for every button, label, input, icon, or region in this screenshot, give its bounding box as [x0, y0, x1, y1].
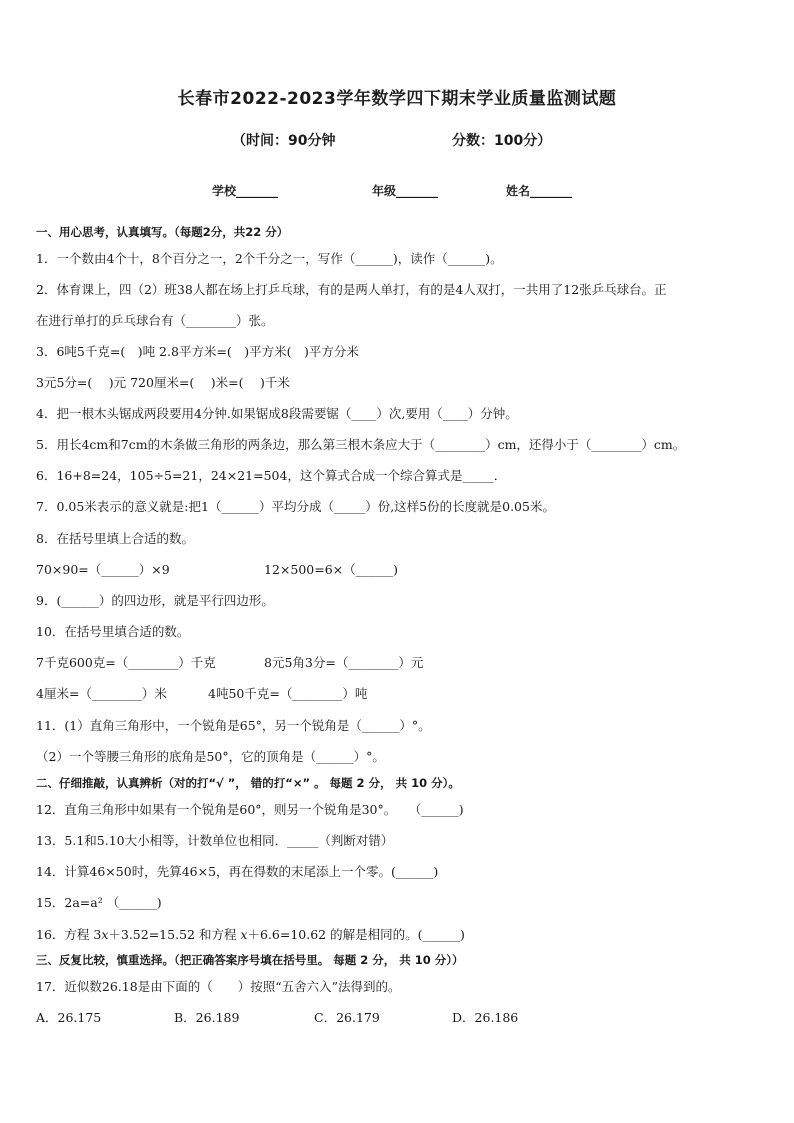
question-8: 8．在括号里填上合适的数。: [36, 531, 194, 546]
question-3-line-2: 3元5分=( )元 720厘米=( )米=( )千米: [36, 375, 290, 390]
question-10-item-b: 8元5角3分=（________）元: [264, 655, 424, 670]
question-8-item-a: 70×90=（______）×9: [36, 562, 170, 577]
question-10-item-a: 7千克600克=（________）千克: [36, 655, 216, 670]
question-9: 9．(______）的四边形，就是平行四边形。: [36, 593, 274, 608]
question-16: 16．方程 3𝑥＋3.52=15.52 和方程 𝑥＋6.6=10.62 的解是相同的。(______): [36, 927, 465, 942]
grade-field: 年级_______: [372, 184, 439, 198]
question-11-part-1: 11．(1）直角三角形中，一个锐角是65°，另一个锐角是（______）°。: [36, 718, 431, 733]
question-14: 14．计算46×50时，先算46×5，再在得数的末尾添上一个零。(______): [36, 864, 439, 879]
name-field: 姓名_______: [506, 184, 573, 198]
option-b: B．26.189: [174, 1010, 240, 1025]
section-1-heading: 一、用心思考，认真填写。（每题2分，共22 分）: [36, 225, 289, 239]
question-15: 15．2a=a² （______): [36, 895, 162, 910]
school-field: 学校_______: [212, 184, 279, 198]
question-7: 7．0.05米表示的意义就是:把1（______）平均分成（_____）份,这样5份的长度就是0.05米。: [36, 499, 555, 514]
question-10-item-c: 4厘米=（________）米: [36, 686, 167, 701]
total-score: 分数：100分）: [452, 133, 552, 149]
exam-title: 长春市2022-2023学年数学四下期末学业质量监测试题: [177, 89, 617, 109]
question-6: 6．16+8=24，105÷5=21，24×21=504，这个算式合成一个综合算式是_____．: [36, 468, 507, 483]
option-c: C．26.179: [314, 1010, 380, 1025]
question-10: 10．在括号里填合适的数。: [36, 624, 190, 639]
question-10-item-d: 4吨50千克=（________）吨: [208, 686, 368, 701]
section-3-heading: 三、反复比较，慎重选择。（把正确答案序号填在括号里。 每题 2 分， 共 10 分））: [36, 953, 464, 967]
section-2-heading: 二、仔细推敲，认真辨析（对的打“√ ”， 错的打“×” 。 每题 2 分， 共 10 分）。: [36, 776, 460, 790]
question-2-line-1: 2．体育课上，四（2）班38人都在场上打乒乓球，有的是两人单打，有的是4人双打，一共用了12张乒乓球台。正: [36, 282, 667, 297]
question-17: 17．近似数26.18是由下面的（ ）按照“五舍六入”法得到的。: [36, 979, 401, 994]
question-4: 4．把一根木头锯成两段要用4分钟.如果锯成8段需要锯（____）次,要用（____）分钟。: [36, 406, 518, 421]
option-d: D．26.186: [452, 1010, 519, 1025]
question-8-item-b: 12×500=6×（______): [264, 562, 399, 577]
question-3-line-1: 3．6吨5千克=( )吨 2.8平方米=( )平方米( )平方分米: [36, 344, 359, 359]
question-11-part-2: （2）一个等腰三角形的底角是50°，它的顶角是（______）°。: [36, 749, 385, 764]
question-5: 5．用长4cm和7cm的木条做三角形的两条边，那么第三根木条应大于（________）cm，还得小于（________）cm。: [36, 437, 686, 452]
time-limit: （时间：90分钟: [232, 133, 336, 149]
question-12: 12．直角三角形中如果有一个锐角是60°，则另一个锐角是30°。 （______): [36, 802, 464, 817]
question-2-line-2: 在进行单打的乒乓球台有（________）张。: [36, 313, 274, 328]
question-13: 13．5.1和5.10大小相等，计数单位也相同．_____（判断对错）: [36, 833, 394, 848]
option-a: A．26.175: [36, 1010, 102, 1025]
question-1: 1．一个数由4个十，8个百分之一，2个千分之一，写作（______)，读作（______)。: [36, 251, 503, 266]
